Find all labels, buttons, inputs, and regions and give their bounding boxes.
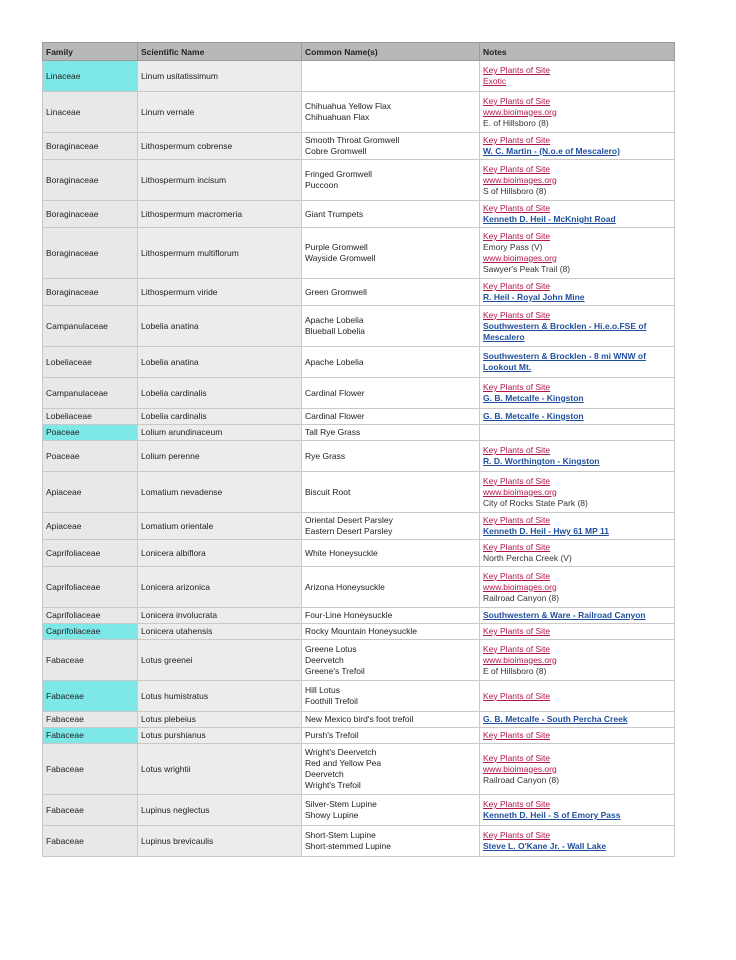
family-cell: Caprifoliaceae — [43, 540, 138, 567]
scientific-name-cell: Lolium perenne — [138, 441, 302, 472]
notes-cell — [480, 228, 675, 279]
family-cell: Fabaceae — [43, 681, 138, 712]
common-name: New Mexico bird's foot trefoil — [305, 714, 414, 724]
notes-cell — [480, 279, 675, 306]
table-row — [43, 160, 675, 201]
family-cell: Caprifoliaceae — [43, 567, 138, 608]
table-row — [43, 608, 675, 624]
common-names-cell — [302, 640, 480, 681]
note-link[interactable]: W. C. Martin - (N.o.e of Mescalero) — [483, 146, 620, 156]
table-row — [43, 744, 675, 795]
note-link[interactable]: Southwestern & Ware - Railroad Canyon — [483, 610, 646, 620]
scientific-name-cell: Lithospermum viride — [138, 279, 302, 306]
note-text: Railroad Canyon (8) — [483, 592, 560, 603]
note-link[interactable]: Key Plants of Site — [483, 515, 551, 525]
notes-cell — [480, 624, 675, 640]
common-name: Arizona Honeysuckle — [305, 581, 385, 592]
table-row — [43, 92, 675, 133]
table-row — [43, 640, 675, 681]
family-cell: Lobeliaceae — [43, 347, 138, 378]
scientific-name-cell: Lotus plebeius — [138, 712, 302, 728]
notes-cell — [480, 92, 675, 133]
common-names-cell — [302, 228, 480, 279]
scientific-name-cell: Lonicera albiflora — [138, 540, 302, 567]
note-link[interactable]: Key Plants of Site — [483, 690, 551, 701]
common-name: Oriental Desert Parsley — [305, 515, 393, 525]
common-name: Rocky Mountain Honeysuckle — [305, 626, 417, 636]
common-names-cell — [302, 409, 480, 425]
table-row — [43, 61, 675, 92]
family-cell: Boraginaceae — [43, 160, 138, 201]
note-text: Emory Pass (V) — [483, 242, 543, 252]
family-cell: Fabaceae — [43, 744, 138, 795]
notes-cell — [480, 728, 675, 744]
note-link[interactable]: R. D. Worthington - Kingston — [483, 456, 600, 466]
common-names-cell — [302, 279, 480, 306]
common-name: Greene Lotus — [305, 643, 357, 654]
family-cell: Poaceae — [43, 441, 138, 472]
common-names-cell — [302, 795, 480, 826]
notes-cell — [480, 513, 675, 540]
common-name: Cobre Gromwell — [305, 146, 367, 156]
note-link[interactable]: www.bioimages.org — [483, 581, 557, 592]
common-names-cell — [302, 201, 480, 228]
scientific-name-cell: Lobelia cardinalis — [138, 378, 302, 409]
common-names-cell — [302, 712, 480, 728]
notes-cell — [480, 472, 675, 513]
common-names-cell — [302, 425, 480, 441]
family-cell: Poaceae — [43, 425, 138, 441]
table-row — [43, 728, 675, 744]
table-row — [43, 540, 675, 567]
notes-cell — [480, 160, 675, 201]
common-name: Deervetch — [305, 769, 344, 779]
family-cell: Caprifoliaceae — [43, 624, 138, 640]
note-link[interactable]: www.bioimages.org — [483, 486, 557, 497]
note-link[interactable]: Key Plants of Site — [483, 135, 551, 145]
scientific-name-cell: Lithospermum incisum — [138, 160, 302, 201]
notes-cell — [480, 409, 675, 425]
notes-cell — [480, 425, 675, 441]
common-name: Fringed Gromwell — [305, 169, 373, 179]
common-names-cell — [302, 608, 480, 624]
notes-cell — [480, 306, 675, 347]
note-link[interactable]: G. B. Metcalfe - Kingston — [483, 411, 584, 421]
common-names-cell — [302, 826, 480, 857]
common-name: Giant Trumpets — [305, 208, 364, 219]
common-names-cell — [302, 61, 480, 92]
table-row — [43, 681, 675, 712]
note-link[interactable]: www.bioimages.org — [483, 654, 557, 665]
common-name: Puccoon — [305, 180, 339, 190]
family-cell: Fabaceae — [43, 728, 138, 744]
note-link[interactable]: Key Plants of Site — [483, 752, 551, 763]
scientific-name-cell: Lupinus brevicaulis — [138, 826, 302, 857]
common-names-cell — [302, 92, 480, 133]
note-link[interactable]: Key Plants of Site — [483, 65, 551, 75]
family-cell: Apiaceae — [43, 472, 138, 513]
note-link[interactable]: Key Plants of Site — [483, 163, 551, 174]
family-cell: Caprifoliaceae — [43, 608, 138, 624]
common-name: Short-Stem Lupine — [305, 830, 376, 840]
scientific-name-cell: Lobelia cardinalis — [138, 409, 302, 425]
note-link[interactable]: Key Plants of Site — [483, 626, 551, 636]
common-name: Deervetch — [305, 654, 344, 665]
scientific-name-cell: Lolium arundinaceum — [138, 425, 302, 441]
table-row — [43, 306, 675, 347]
table-row — [43, 347, 675, 378]
family-cell: Fabaceae — [43, 640, 138, 681]
note-link[interactable]: Key Plants of Site — [483, 730, 551, 740]
family-cell: Fabaceae — [43, 795, 138, 826]
common-name: Chihuahuan Flax — [305, 112, 370, 122]
notes-cell — [480, 347, 675, 378]
table-row — [43, 441, 675, 472]
notes-cell — [480, 441, 675, 472]
note-link[interactable]: Key Plants of Site — [483, 542, 551, 552]
scientific-name-cell: Lithospermum macromeria — [138, 201, 302, 228]
common-name: Silver-Stem Lupine — [305, 799, 377, 809]
common-name: Apache Lobelia — [305, 315, 364, 325]
common-names-cell — [302, 624, 480, 640]
common-name: Wright's Deervetch — [305, 747, 377, 757]
note-text: Sawyer's Peak Trail (8) — [483, 264, 571, 274]
note-link[interactable]: Key Plants of Site — [483, 830, 551, 840]
common-name: Pursh's Trefoil — [305, 730, 359, 740]
family-cell: Boraginaceae — [43, 228, 138, 279]
common-names-cell — [302, 160, 480, 201]
notes-cell — [480, 378, 675, 409]
common-names-cell — [302, 540, 480, 567]
note-link[interactable]: Key Plants of Site — [483, 445, 551, 455]
common-names-cell — [302, 441, 480, 472]
scientific-name-cell: Lotus purshianus — [138, 728, 302, 744]
common-names-cell — [302, 681, 480, 712]
scientific-name-cell: Linum usitatissimum — [138, 61, 302, 92]
table-row — [43, 409, 675, 425]
note-link[interactable]: Key Plants of Site — [483, 570, 551, 581]
family-cell: Apiaceae — [43, 513, 138, 540]
table-row — [43, 279, 675, 306]
notes-cell — [480, 712, 675, 728]
note-link[interactable]: Kenneth D. Heil - S of Emory Pass — [483, 810, 621, 820]
note-link[interactable]: Key Plants of Site — [483, 281, 551, 291]
notes-cell — [480, 640, 675, 681]
notes-cell — [480, 61, 675, 92]
family-cell: Campanulaceae — [43, 306, 138, 347]
note-link[interactable]: R. Heil - Royal John Mine — [483, 292, 585, 302]
note-link[interactable]: Key Plants of Site — [483, 203, 551, 213]
table-row — [43, 228, 675, 279]
common-name: Greene's Trefoil — [305, 665, 365, 676]
notes-cell — [480, 567, 675, 608]
common-name: Short-stemmed Lupine — [305, 841, 391, 851]
scientific-name-cell: Lotus wrightii — [138, 744, 302, 795]
common-name: Wright's Trefoil — [305, 780, 361, 790]
scientific-name-cell: Lonicera involucrata — [138, 608, 302, 624]
common-names-cell — [302, 513, 480, 540]
common-names-cell — [302, 728, 480, 744]
scientific-name-cell: Lotus humistratus — [138, 681, 302, 712]
scientific-name-cell: Lithospermum cobrense — [138, 133, 302, 160]
scientific-name-cell: Lomatium nevadense — [138, 472, 302, 513]
notes-cell — [480, 826, 675, 857]
scientific-name-cell: Lobelia anatina — [138, 306, 302, 347]
common-name: Wayside Gromwell — [305, 253, 376, 263]
scientific-name-cell: Lomatium orientale — [138, 513, 302, 540]
note-link[interactable]: www.bioimages.org — [483, 253, 557, 263]
note-link[interactable]: Key Plants of Site — [483, 799, 551, 809]
scientific-name-cell: Linum vernale — [138, 92, 302, 133]
table-body — [43, 61, 675, 857]
note-text: E. of Hillsboro (8) — [483, 117, 549, 128]
note-link[interactable]: Kenneth D. Heil - McKnight Road — [483, 214, 616, 224]
table-row — [43, 795, 675, 826]
table-row — [43, 378, 675, 409]
notes-cell — [480, 201, 675, 228]
family-cell: Lobeliaceae — [43, 409, 138, 425]
note-link[interactable]: Key Plants of Site — [483, 643, 551, 654]
common-name: Apache Lobelia — [305, 356, 364, 367]
family-cell: Fabaceae — [43, 826, 138, 857]
note-link[interactable]: Key Plants of Site — [483, 95, 551, 106]
common-names-cell — [302, 378, 480, 409]
common-names-cell — [302, 347, 480, 378]
header-family: Family — [43, 43, 138, 61]
note-link[interactable]: Key Plants of Site — [483, 231, 551, 241]
note-link[interactable]: www.bioimages.org — [483, 763, 557, 774]
header-common-names: Common Name(s) — [302, 43, 480, 61]
note-text: City of Rocks State Park (8) — [483, 497, 588, 508]
note-link[interactable]: Exotic — [483, 76, 507, 86]
scientific-name-cell: Lithospermum multiflorum — [138, 228, 302, 279]
common-name: Blueball Lobelia — [305, 326, 366, 336]
note-link[interactable]: Southwestern & Brocklen - Hi.e.o.FSE of — [483, 320, 647, 331]
notes-cell — [480, 795, 675, 826]
note-link[interactable]: Key Plants of Site — [483, 309, 551, 320]
notes-cell — [480, 608, 675, 624]
note-link[interactable]: Key Plants of Site — [483, 382, 551, 392]
common-names-cell — [302, 744, 480, 795]
note-link[interactable]: Steve L. O'Kane Jr. - Wall Lake — [483, 841, 607, 851]
note-text: North Percha Creek (V) — [483, 553, 572, 563]
table-row — [43, 425, 675, 441]
family-cell: Campanulaceae — [43, 378, 138, 409]
common-name: Rye Grass — [305, 450, 346, 461]
family-cell: Boraginaceae — [43, 201, 138, 228]
scientific-name-cell: Lobelia anatina — [138, 347, 302, 378]
common-name: Smooth Throat Gromwell — [305, 135, 400, 145]
notes-cell — [480, 133, 675, 160]
common-names-cell — [302, 133, 480, 160]
table-row — [43, 826, 675, 857]
note-text: Railroad Canyon (8) — [483, 774, 560, 785]
common-name: Biscuit Root — [305, 486, 351, 497]
table-row — [43, 201, 675, 228]
table-row — [43, 624, 675, 640]
family-cell: Linaceae — [43, 92, 138, 133]
notes-cell — [480, 681, 675, 712]
table-row — [43, 567, 675, 608]
table-row — [43, 133, 675, 160]
header-notes: Notes — [480, 43, 675, 61]
scientific-name-cell: Lonicera utahensis — [138, 624, 302, 640]
note-link[interactable]: G. B. Metcalfe - South Percha Creek — [483, 714, 628, 724]
plant-list-table — [42, 42, 675, 857]
note-link[interactable]: Key Plants of Site — [483, 475, 551, 486]
family-cell: Linaceae — [43, 61, 138, 92]
notes-cell — [480, 744, 675, 795]
notes-cell — [480, 540, 675, 567]
note-link[interactable]: Lookout Mt. — [483, 362, 532, 372]
note-link[interactable]: Kenneth D. Heil - Hwy 61 MP 11 — [483, 526, 609, 536]
family-cell: Fabaceae — [43, 712, 138, 728]
header-row — [43, 43, 675, 61]
common-name: Chihuahua Yellow Flax — [305, 101, 392, 111]
scientific-name-cell: Lupinus neglectus — [138, 795, 302, 826]
note-link[interactable]: Southwestern & Brocklen - 8 mi WNW of — [483, 351, 646, 361]
common-name: Tall Rye Grass — [305, 427, 361, 437]
table-row — [43, 712, 675, 728]
common-names-cell — [302, 567, 480, 608]
note-link[interactable]: G. B. Metcalfe - Kingston — [483, 393, 584, 403]
common-name: Cardinal Flower — [305, 387, 365, 398]
common-name: Green Gromwell — [305, 286, 367, 297]
common-name: Cardinal Flower — [305, 411, 365, 421]
note-link[interactable]: www.bioimages.org — [483, 174, 557, 185]
table-row — [43, 513, 675, 540]
header-scientific-name: Scientific Name — [138, 43, 302, 61]
note-text: S of Hillsboro (8) — [483, 185, 547, 196]
family-cell: Boraginaceae — [43, 279, 138, 306]
common-name: Eastern Desert Parsley — [305, 526, 393, 536]
common-name: Showy Lupine — [305, 810, 359, 820]
common-names-cell — [302, 472, 480, 513]
common-names-cell — [302, 306, 480, 347]
common-name: Four-Line Honeysuckle — [305, 610, 393, 620]
note-text: E of Hillsboro (8) — [483, 665, 547, 676]
common-name: Hill Lotus — [305, 685, 340, 695]
common-name: Purple Gromwell — [305, 242, 368, 252]
table-row — [43, 472, 675, 513]
scientific-name-cell: Lonicera arizonica — [138, 567, 302, 608]
common-name: Foothill Trefoil — [305, 696, 358, 706]
note-link[interactable]: Mescalero — [483, 331, 525, 342]
scientific-name-cell: Lotus greenei — [138, 640, 302, 681]
common-name: White Honeysuckle — [305, 547, 378, 558]
common-name: Red and Yellow Pea — [305, 758, 382, 768]
family-cell: Boraginaceae — [43, 133, 138, 160]
note-link[interactable]: www.bioimages.org — [483, 106, 557, 117]
